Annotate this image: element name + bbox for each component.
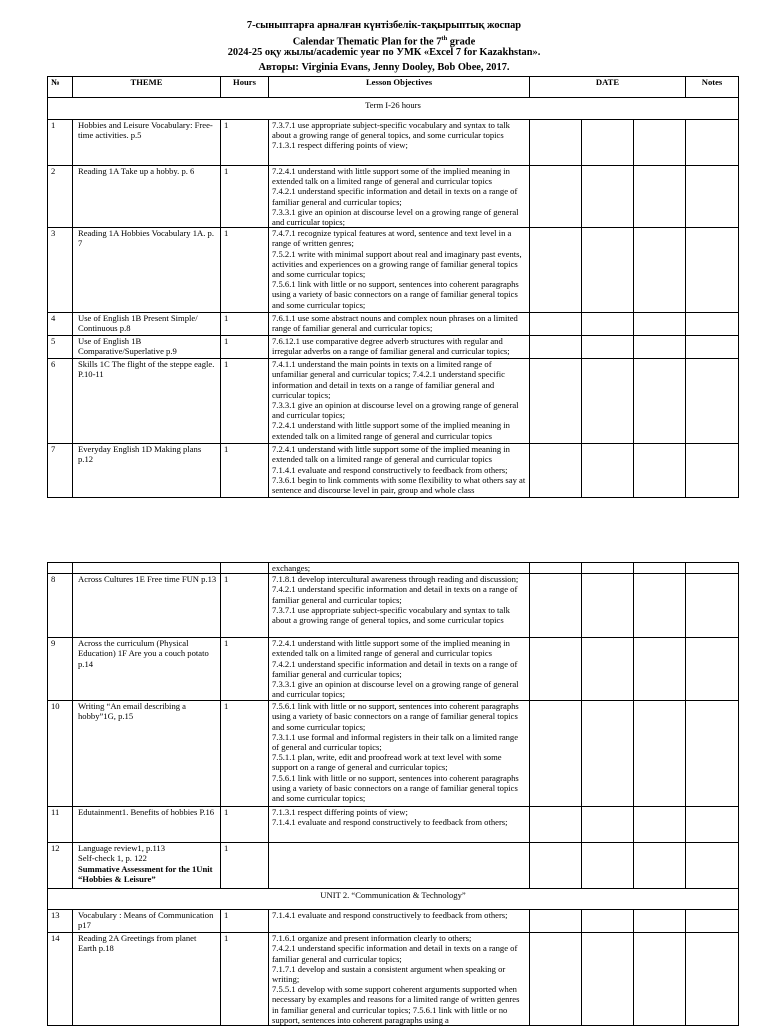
table-row <box>48 359 739 444</box>
row-objectives <box>269 807 530 843</box>
objective-item: 7.2.4.1 understand with little support some of the implied meaning in extended talk on a limited range of general and curricular topics <box>272 444 510 465</box>
row-theme-summative: Summative Assessment for the 1Unit “Hobbies & Leisure” <box>78 863 213 884</box>
row-num: 7 <box>48 444 73 498</box>
col-hours: Hours <box>221 77 269 98</box>
objective-item: 7.4.2.1 understand specific information and detail in texts on a range of familiar general and curricular topics; <box>272 584 518 605</box>
date-cell <box>582 359 634 444</box>
row-objectives <box>269 336 530 359</box>
objective-item: 7.3.3.1 give an opinion at discourse level on a growing range of general and curricular topics; <box>272 400 519 421</box>
date-cell <box>530 701 582 807</box>
row-objectives <box>269 359 530 444</box>
unit-row <box>48 889 739 910</box>
objective-item: 7.1.4.1 evaluate and respond constructively to feedback from others; <box>272 910 508 921</box>
row-objectives <box>269 120 530 166</box>
objective-item: 7.1.6.1 organize and present information clearly to others; <box>272 933 472 944</box>
row-hours: 1 <box>221 228 269 313</box>
row-hours: 1 <box>221 120 269 166</box>
date-cell <box>582 313 634 336</box>
table-row <box>48 807 739 843</box>
row-theme <box>73 563 221 574</box>
row-hours: 1 <box>221 313 269 336</box>
table-body-2 <box>48 563 739 843</box>
date-cell <box>582 563 634 574</box>
notes-cell <box>686 701 739 807</box>
table-row <box>48 166 739 228</box>
date-cell <box>634 120 686 166</box>
date-cell <box>530 933 582 1026</box>
row-num: 11 <box>48 807 73 843</box>
notes-cell <box>686 574 739 638</box>
doc-title-english-b: grade <box>447 36 476 48</box>
objective-item: exchanges; <box>272 563 311 573</box>
row-num: 1 <box>48 120 73 166</box>
row-theme: Hobbies and Leisure Vocabulary: Free-time activities. p.5 <box>73 120 221 166</box>
doc-academic-year: 2024-25 оқу жылы/academic year по УМК «Excel 7 for Kazakhstan». <box>227 47 541 58</box>
plan-table-page2 <box>47 562 739 1026</box>
date-cell <box>530 166 582 228</box>
date-cell <box>582 336 634 359</box>
term-row <box>48 98 739 120</box>
row-theme: Across the curriculum (Physical Education) 1F Are you a couch potato p.14 <box>73 638 221 701</box>
row-theme: Reading 1A Hobbies Vocabulary 1A. p. 7 <box>73 228 221 313</box>
notes-cell <box>686 910 739 933</box>
date-cell <box>634 638 686 701</box>
header-row <box>48 77 739 98</box>
objective-item: 7.1.3.1 respect differing points of view; <box>272 807 408 818</box>
term-title: Term I-26 hours <box>48 98 739 120</box>
date-cell <box>582 933 634 1026</box>
row-theme: Reading 1A Take up a hobby. p. 6 <box>73 166 221 228</box>
row-objectives <box>269 444 530 498</box>
row-num: 14 <box>48 933 73 1026</box>
row-hours: 1 <box>221 638 269 701</box>
notes-cell <box>686 120 739 166</box>
table-row <box>48 910 739 933</box>
date-cell <box>634 228 686 313</box>
objective-item: 7.2.4.1 understand with little support some of the implied meaning in extended talk on a limited range of general and curricular topics <box>272 420 510 441</box>
date-cell <box>634 843 686 889</box>
unit-title: UNIT 2. “Communication & Technology” <box>48 889 739 910</box>
row-objectives <box>269 638 530 701</box>
date-cell <box>582 574 634 638</box>
notes-cell <box>686 166 739 228</box>
row-hours: 1 <box>221 574 269 638</box>
row-hours <box>221 563 269 574</box>
row-theme: Everyday English 1D Making plans p.12 <box>73 444 221 498</box>
row-hours: 1 <box>221 444 269 498</box>
date-cell <box>530 563 582 574</box>
date-cell <box>634 359 686 444</box>
notes-cell <box>686 336 739 359</box>
table-row <box>48 313 739 336</box>
row-theme: Edutainment1. Benefits of hobbies P.16 <box>73 807 221 843</box>
objective-item: 7.3.3.1 give an opinion at discourse level on a growing range of general and curricular topics; <box>272 679 519 700</box>
row-objectives <box>269 563 530 574</box>
date-cell <box>634 701 686 807</box>
date-cell <box>582 638 634 701</box>
row-hours: 1 <box>221 359 269 444</box>
col-notes: Notes <box>686 77 739 98</box>
row-objectives <box>269 228 530 313</box>
row-theme-selfcheck: Self-check 1, p. 122 <box>78 853 147 864</box>
objective-item: 7.5.6.1 link with little or no support, sentences into coherent paragraphs using a variety of basic connectors on a range of familiar general topics and some curricular topics; <box>272 279 519 310</box>
doc-title-english-sup: th <box>441 35 448 42</box>
row-theme: Use of English 1B Present Simple/ Continuous p.8 <box>73 313 221 336</box>
row-objectives <box>269 701 530 807</box>
objective-item: 7.5.6.1 link with little or no support, sentences into coherent paragraphs using a variety of basic connectors on a range of familiar general topics and some curricular topics; <box>272 772 519 804</box>
notes-cell <box>686 444 739 498</box>
row-num: 10 <box>48 701 73 807</box>
objective-item: 7.5.5.1 develop with some support coherent arguments supported when necessary by examples and reasons for a limited range of written genres in familiar general and curricular topics; 7.5.6.1 link with little or no support, sentences into coherent paragraphs using a <box>272 984 520 1025</box>
row-num: 8 <box>48 574 73 638</box>
row-theme: Vocabulary : Means of Communication p17 <box>73 910 221 933</box>
date-cell <box>582 701 634 807</box>
date-cell <box>634 910 686 933</box>
table-row <box>48 120 739 166</box>
date-cell <box>582 910 634 933</box>
row-num: 9 <box>48 638 73 701</box>
table-row <box>48 444 739 498</box>
row-hours: 1 <box>221 910 269 933</box>
row-theme: Reading 2A Greetings from planet Earth p.18 <box>73 933 221 1026</box>
objective-item: 7.4.7.1 recognize typical features at word, sentence and text level in a range of written genres; <box>272 228 512 249</box>
doc-title-english-a: Calendar Thematic Plan for the 7 <box>292 36 442 48</box>
objective-item: 7.5.6.1 link with little or no support, sentences into coherent paragraphs using a variety of basic connectors on a range of familiar general topics and some curricular topics; <box>272 701 519 732</box>
date-cell <box>530 359 582 444</box>
notes-cell <box>686 228 739 313</box>
table-row <box>48 563 739 574</box>
table-row <box>48 228 739 313</box>
row-theme-review: Language review1, p.113 <box>78 843 166 854</box>
date-cell <box>634 313 686 336</box>
date-cell <box>530 638 582 701</box>
row-hours: 1 <box>221 933 269 1026</box>
date-cell <box>530 807 582 843</box>
objective-item: 7.3.7.1 use appropriate subject-specific vocabulary and syntax to talk about a growing range of general topics, and some curricular topics <box>272 604 510 626</box>
date-cell <box>582 843 634 889</box>
row-num: 3 <box>48 228 73 313</box>
date-cell <box>582 166 634 228</box>
date-cell <box>582 120 634 166</box>
date-cell <box>530 120 582 166</box>
objective-item: 7.1.4.1 evaluate and respond constructively to feedback from others; <box>272 464 508 475</box>
date-cell <box>530 910 582 933</box>
row-num: 2 <box>48 166 73 228</box>
objective-item: 7.3.3.1 give an opinion at discourse level on a growing range of general and curricular topics; <box>272 206 519 228</box>
objective-item: 7.3.6.1 begin to link comments with some flexibility to what others say at sentence and discourse level in pair, group and whole class <box>272 474 526 496</box>
objective-item: 7.5.2.1 write with minimal support about real and imaginary past events, activities and experiences on a growing range of familiar general topics and some curricular topics; <box>272 248 522 280</box>
notes-cell <box>686 359 739 444</box>
objective-item: 7.3.7.1 use appropriate subject-specific vocabulary and syntax to talk about a growing range of general topics, and some curricular topics <box>272 120 510 141</box>
table-row <box>48 638 739 701</box>
row-num: 13 <box>48 910 73 933</box>
col-date: DATE <box>530 77 686 98</box>
notes-cell <box>686 563 739 574</box>
notes-cell <box>686 807 739 843</box>
notes-cell <box>686 843 739 889</box>
doc-authors: Авторы: Virginia Evans, Jenny Dooley, Bob Obee, 2017. <box>258 62 510 73</box>
col-objectives: Lesson Objectives <box>269 77 530 98</box>
objective-item: 7.4.2.1 understand specific information and detail in texts on a range of familiar general and curricular topics; <box>272 658 518 679</box>
date-cell <box>582 228 634 313</box>
row-theme: Writing “An email describing a hobby”1G, p.15 <box>73 701 221 807</box>
row-theme: Skills 1C The flight of the steppe eagle. P.10-11 <box>73 359 221 444</box>
date-cell <box>530 574 582 638</box>
row-objectives <box>269 910 530 933</box>
table-row <box>48 933 739 1026</box>
objective-item: 7.6.12.1 use comparative degree adverb structures with regular and irregular adverbs on a range of familiar general and curricular topics; <box>272 336 510 357</box>
table-body-3 <box>48 910 739 1026</box>
objective-item: 7.4.1.1 understand the main points in texts on a limited range of unfamiliar general and curricular topics; 7.4.2.1 understand specific information and detail in texts on a range of familiar general and curricular topics; <box>272 359 505 400</box>
date-cell <box>530 336 582 359</box>
table-row <box>48 701 739 807</box>
objective-item: 7.5.1.1 plan, write, edit and proofread work at text level with some support on a range of general and curricular topics; <box>272 752 502 773</box>
date-cell <box>530 228 582 313</box>
table-row <box>48 843 739 889</box>
row-objectives <box>269 313 530 336</box>
objective-item: 7.2.4.1 understand with little support some of the implied meaning in extended talk on a limited range of general and curricular topics <box>272 638 510 659</box>
row-num: 6 <box>48 359 73 444</box>
row-hours: 1 <box>221 336 269 359</box>
date-cell <box>582 807 634 843</box>
date-cell <box>582 444 634 498</box>
table-row <box>48 574 739 638</box>
date-cell <box>634 336 686 359</box>
date-cell <box>634 933 686 1026</box>
doc-title-kazakh: 7-сыныптарға арналған күнтізбелік-тақырыптық жоспар <box>246 20 522 31</box>
objective-item: 7.4.2.1 understand specific information and detail in texts on a range of familiar general and curricular topics; <box>272 186 518 207</box>
col-num: № <box>48 77 73 98</box>
date-cell <box>634 166 686 228</box>
row-objectives <box>269 574 530 638</box>
date-cell <box>530 843 582 889</box>
row-objectives <box>269 843 530 889</box>
row-num: 12 <box>48 843 73 889</box>
plan-table-page1 <box>47 76 739 498</box>
objective-item: 7.1.7.1 develop and sustain a consistent argument when speaking or writing; <box>272 963 506 985</box>
row-theme: Across Cultures 1E Free time FUN p.13 <box>73 574 221 638</box>
row-num: 5 <box>48 336 73 359</box>
row-hours: 1 <box>221 166 269 228</box>
row-theme: Use of English 1B Comparative/Superlative p.9 <box>73 336 221 359</box>
table-body-1 <box>48 120 739 498</box>
notes-cell <box>686 313 739 336</box>
date-cell <box>634 444 686 498</box>
objective-item: 7.3.1.1 use formal and informal registers in their talk on a limited range of general and curricular topics; <box>272 731 519 753</box>
date-cell <box>634 563 686 574</box>
row-objectives <box>269 933 530 1026</box>
row-theme <box>73 843 221 889</box>
objective-item: 7.1.4.1 evaluate and respond constructively to feedback from others; <box>272 817 508 828</box>
row-num <box>48 563 73 574</box>
row-num: 4 <box>48 313 73 336</box>
objective-item: 7.2.4.1 understand with little support some of the implied meaning in extended talk on a limited range of general and curricular topics <box>272 166 510 187</box>
row-hours: 1 <box>221 701 269 807</box>
objective-item: 7.1.8.1 develop intercultural awareness through reading and discussion; <box>272 574 519 585</box>
col-theme: THEME <box>73 77 221 98</box>
row-hours: 1 <box>221 843 269 889</box>
objective-item: 7.1.3.1 respect differing points of view; <box>272 140 408 151</box>
date-cell <box>530 444 582 498</box>
notes-cell <box>686 933 739 1026</box>
date-cell <box>634 807 686 843</box>
table-row <box>48 336 739 359</box>
date-cell <box>634 574 686 638</box>
objective-item: 7.4.2.1 understand specific information and detail in texts on a range of familiar general and curricular topics; <box>272 943 518 964</box>
row-hours: 1 <box>221 807 269 843</box>
date-cell <box>530 313 582 336</box>
notes-cell <box>686 638 739 701</box>
objective-item: 7.6.1.1 use some abstract nouns and complex noun phrases on a limited range of familiar general and curricular topics; <box>272 313 518 334</box>
row-objectives <box>269 166 530 228</box>
